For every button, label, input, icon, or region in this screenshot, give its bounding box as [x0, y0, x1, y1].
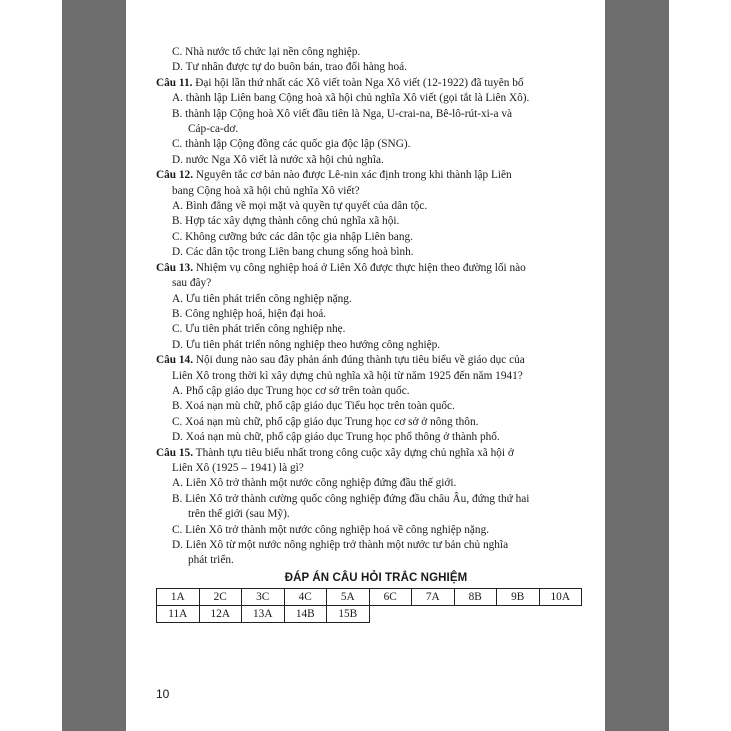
- answer-option: phát triển.: [188, 554, 234, 567]
- question-number: Câu 13.: [156, 261, 194, 274]
- answer-option: C. Liên Xô trở thành một nước công nghiệp hoá về công nghiệp nặng.: [172, 523, 490, 536]
- answer-cell: 13A: [242, 606, 285, 623]
- answer-cell: 1A: [157, 589, 200, 606]
- answer-option: C. Ưu tiên phát triển công nghiệp nhẹ.: [172, 323, 346, 336]
- answer-cell: 11A: [157, 606, 200, 623]
- answer-cell: 14B: [284, 606, 327, 623]
- right-dark-border: [605, 0, 669, 731]
- question-text: Nguyên tắc cơ bản nào được Lê-nin xác định trong khi thành lập Liên: [193, 169, 512, 182]
- answer-option: Cáp-ca-dơ.: [188, 123, 239, 136]
- question-text: Nội dung nào sau đây phản ánh đúng thành tựu tiêu biểu về giáo dục của: [193, 354, 525, 367]
- answer-option: D. Xoá nạn mù chữ, phổ cập giáo dục Trung học phổ thông ở thành phố.: [172, 431, 500, 444]
- answer-cell: 9B: [497, 589, 540, 606]
- answer-option: D. Các dân tộc trong Liên bang chung sống hoà bình.: [172, 246, 414, 259]
- question-number: Câu 11.: [156, 76, 193, 89]
- question-text-continued: Liên Xô trong thời kì xây dựng chủ nghĩa xã hội từ năm 1925 đến năm 1941?: [172, 369, 523, 382]
- answer-row-1: [157, 589, 582, 606]
- answer-option: C. thành lập Cộng đồng các quốc gia độc lập (SNG).: [172, 138, 411, 151]
- answer-option: trên thế giới (sau Mỹ).: [188, 508, 290, 521]
- question-text: Đại hội lần thứ nhất các Xô viết toàn Nga Xô viết (12-1922) đã tuyên bố: [192, 76, 524, 89]
- answer-option: B. thành lập Cộng hoà Xô viết đầu tiên là Nga, U-crai-na, Bê-lô-rút-xi-a và: [172, 107, 513, 120]
- answer-option: B. Hợp tác xây dựng thành công chủ nghĩa xã hội.: [172, 215, 400, 228]
- answer-option: D. nước Nga Xô viết là nước xã hội chủ nghĩa.: [172, 153, 384, 166]
- question-number: Câu 14.: [156, 354, 194, 367]
- question-line: [156, 168, 596, 183]
- answer-cell: 8B: [454, 589, 497, 606]
- question-text-continued: sau đây?: [172, 277, 212, 290]
- answer-option: C. Xoá nạn mù chữ, phổ cập giáo dục Trung học cơ sở ở nông thôn.: [172, 415, 479, 428]
- answer-option: A. Liên Xô trở thành một nước công nghiệp đứng đầu thế giới.: [172, 477, 457, 490]
- answer-cell: 15B: [327, 606, 370, 623]
- page-content: [156, 45, 596, 623]
- answer-option: A. thành lập Liên bang Cộng hoà xã hội chủ nghĩa Xô viết (gọi tắt là Liên Xô).: [172, 92, 530, 105]
- answer-option: B. Công nghiệp hoá, hiện đại hoá.: [172, 307, 327, 320]
- answer-option: B. Xoá nạn mù chữ, phổ cập giáo dục Tiểu học trên toàn quốc.: [172, 400, 455, 413]
- answer-option: A. Ưu tiên phát triển công nghiệp nặng.: [172, 292, 352, 305]
- question-text: Nhiệm vụ công nghiệp hoá ở Liên Xô được thực hiện theo đường lối nào: [193, 261, 526, 274]
- answer-cell: 10A: [539, 589, 582, 606]
- question-line: [156, 76, 596, 91]
- answer-key-title: ĐÁP ÁN CÂU HỎI TRẮC NGHIỆM: [284, 571, 468, 584]
- answer-option: D. Ưu tiên phát triển nông nghiệp theo hướng công nghiệp.: [172, 338, 441, 351]
- question-lines: [156, 45, 596, 569]
- document-page: [126, 0, 605, 731]
- question-line: [156, 353, 596, 368]
- answer-cell: 6C: [369, 589, 412, 606]
- answer-option: C. Nhà nước tổ chức lại nền công nghiệp.: [172, 46, 361, 58]
- question-line: [156, 261, 596, 276]
- question-text-continued: Liên Xô (1925 – 1941) là gì?: [172, 461, 304, 474]
- answer-option: A. Phổ cập giáo dục Trung học cơ sở trên toàn quốc.: [172, 384, 410, 397]
- left-dark-border: [62, 0, 126, 731]
- answer-option: D. Liên Xô từ một nước nông nghiệp trở thành một nước tư bản chủ nghĩa: [172, 539, 509, 551]
- question-text: Thành tựu tiêu biểu nhất trong công cuộc xây dựng chủ nghĩa xã hội ở: [193, 446, 514, 459]
- question-number: Câu 12.: [156, 169, 194, 182]
- answer-cell: 7A: [412, 589, 455, 606]
- answer-key-table: [156, 588, 582, 623]
- answer-option: B. Liên Xô trở thành cường quốc công nghiệp đứng đầu châu Âu, đứng thứ hai: [172, 492, 530, 505]
- answer-cell: 5A: [327, 589, 370, 606]
- question-line: [156, 446, 596, 461]
- answer-option: A. Bình đẳng về mọi mặt và quyền tự quyết của dân tộc.: [172, 200, 428, 213]
- answer-cell: 4C: [284, 589, 327, 606]
- question-text-continued: bang Cộng hoà xã hội chủ nghĩa Xô viết?: [172, 184, 360, 197]
- answer-option: D. Tư nhân được tự do buôn bán, trao đổi hàng hoá.: [172, 61, 407, 74]
- answer-cell: 3C: [242, 589, 285, 606]
- page-number: 10: [156, 687, 170, 701]
- answer-option: C. Không cưỡng bức các dân tộc gia nhập Liên bang.: [172, 230, 413, 243]
- answer-cell: 2C: [199, 589, 242, 606]
- answer-row-2: [157, 606, 582, 623]
- answer-cell: 12A: [199, 606, 242, 623]
- question-number: Câu 15.: [156, 446, 194, 459]
